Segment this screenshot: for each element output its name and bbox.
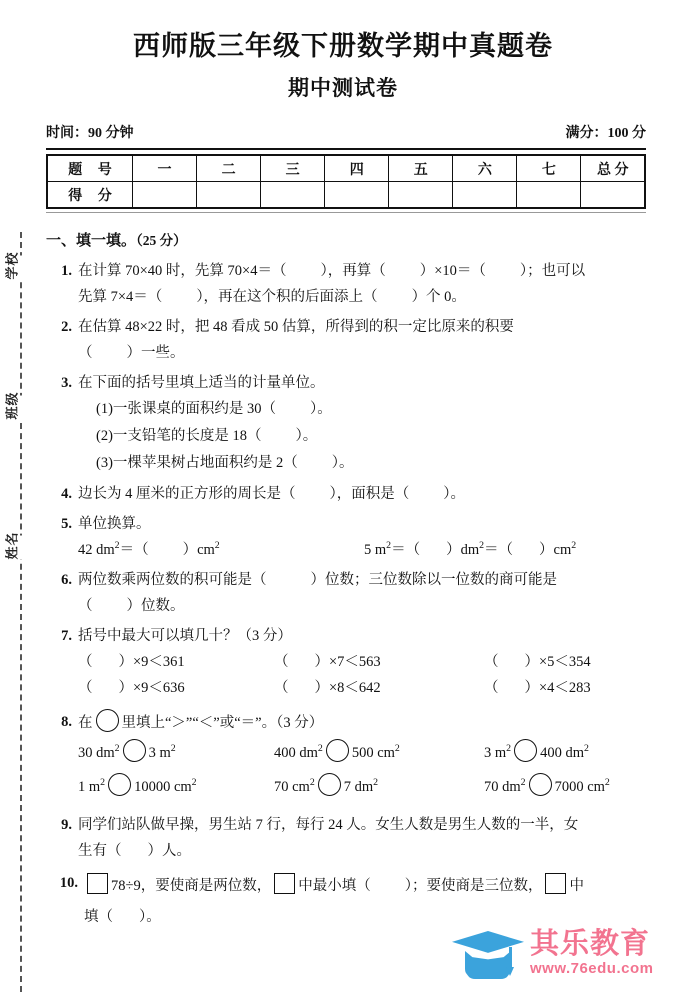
q1-seg-d: ）；也可以 xyxy=(519,263,586,279)
q8-item-3 xyxy=(484,736,650,770)
q8-item-6 xyxy=(484,770,650,804)
logo-brand-name: 其乐教育 xyxy=(530,928,651,960)
seal-text-school: 学校 xyxy=(0,256,23,280)
q5-right-sup1: 2 xyxy=(386,540,392,552)
exam-meta-row xyxy=(46,122,646,142)
q8-item-2 xyxy=(274,736,484,770)
score-table-col-7: 七 xyxy=(517,155,581,182)
score-table-col-4: 四 xyxy=(325,155,389,182)
question-8-row-2 xyxy=(78,770,650,804)
q3-sub2-a: (2)一支铅笔的长度是 18（ xyxy=(96,428,262,444)
q4-seg-a: 边长为 4 厘米的正方形的周长是（ xyxy=(78,486,296,502)
q5-conversion-right xyxy=(364,537,650,563)
question-1-line-2 xyxy=(78,284,650,310)
q6-seg-b: ）位数；三位数除以一位数的商可能是 xyxy=(310,572,557,588)
score-cell-2[interactable] xyxy=(197,182,261,209)
q8-left-5: 70 cm xyxy=(274,779,310,795)
exam-duration: 时间：90 分钟 xyxy=(46,126,134,141)
logo-text-block xyxy=(530,928,653,978)
q7-item-3 xyxy=(484,649,650,675)
compare-circle-icon[interactable] xyxy=(529,773,552,796)
q8-sup-5a: 2 xyxy=(309,777,315,789)
question-9-number: 9. xyxy=(61,817,72,833)
q8-sup-4a: 2 xyxy=(100,777,106,789)
q8-sup-3a: 2 xyxy=(506,743,512,755)
q5-right-a: 5 m xyxy=(364,542,387,558)
q8-sup-3b: 2 xyxy=(583,743,589,755)
q3-sub1-a: (1)一张课桌的面积约是 30（ xyxy=(96,401,277,417)
question-5-number: 5. xyxy=(61,516,72,532)
q7-paren-6: （ xyxy=(484,680,499,696)
q8-sup-6a: 2 xyxy=(520,777,526,789)
q7-item-6 xyxy=(484,675,650,701)
q6-seg-a: 两位数乘两位数的积可能是（ xyxy=(78,572,267,588)
question-4-line-1 xyxy=(78,481,650,507)
cap-base-shape xyxy=(465,951,511,979)
q10-seg-f: ）。 xyxy=(139,909,161,925)
question-10-number: 10. xyxy=(59,875,78,891)
question-4 xyxy=(46,481,650,507)
q8-seg-a: 在 xyxy=(78,715,93,731)
question-2-number: 2. xyxy=(61,319,72,335)
score-table-head-question: 题 号 xyxy=(47,155,133,182)
score-cell-6[interactable] xyxy=(453,182,517,209)
blank-box-icon[interactable] xyxy=(274,873,295,894)
q8-right-2: 500 cm xyxy=(351,745,395,761)
site-logo xyxy=(452,916,680,990)
q8-right-6: 7000 cm xyxy=(554,779,605,795)
q7-expr-3: ）×5＜354 xyxy=(524,654,591,670)
question-3-number: 3. xyxy=(61,375,72,391)
q8-item-5 xyxy=(274,770,484,804)
q7-paren-1: （ xyxy=(78,654,93,670)
blank-box-icon[interactable] xyxy=(87,873,108,894)
q8-seg-b: 里填上“＞”“＜”或“＝”。（3 分） xyxy=(121,715,324,731)
score-table-col-5: 五 xyxy=(389,155,453,182)
question-7-number: 7. xyxy=(61,628,72,644)
section-heading-label: 一、填一填。 xyxy=(46,233,137,249)
q8-sup-1b: 2 xyxy=(170,743,176,755)
compare-circle-icon[interactable] xyxy=(108,773,131,796)
q8-left-6: 70 dm xyxy=(484,779,521,795)
q8-sup-2a: 2 xyxy=(317,743,323,755)
q4-seg-b: ），面积是（ xyxy=(329,486,410,502)
q7-item-2 xyxy=(274,649,484,675)
q3-sub1-b: ）。 xyxy=(310,401,332,417)
question-3-sub-2 xyxy=(78,423,650,450)
question-3-sub-1 xyxy=(78,396,650,423)
q8-sup-2b: 2 xyxy=(394,743,400,755)
sealing-dashed-line xyxy=(20,232,22,992)
exam-total-score: 满分：100 分 xyxy=(565,126,646,141)
question-6-line-1 xyxy=(78,567,650,593)
question-3-line-1: 在下面的括号里填上适当的计量单位。 xyxy=(78,375,325,391)
score-cell-total[interactable] xyxy=(581,182,645,209)
score-cell-1[interactable] xyxy=(133,182,197,209)
q5-right-sup3: 2 xyxy=(571,540,577,552)
q7-expr-6: ）×4＜283 xyxy=(524,680,591,696)
q5-left-c: ）cm xyxy=(182,542,215,558)
question-7-row-2 xyxy=(78,675,650,701)
q10-seg-e: 填（ xyxy=(84,909,113,925)
q8-right-3: 400 dm xyxy=(540,745,584,761)
question-5-conversions xyxy=(78,537,650,563)
question-6-number: 6. xyxy=(61,572,72,588)
table-row-question-numbers xyxy=(47,155,645,182)
compare-circle-icon[interactable] xyxy=(96,709,119,732)
q8-right-5: 7 dm xyxy=(343,779,374,795)
q7-paren-5: （ xyxy=(274,680,289,696)
score-table-col-6: 六 xyxy=(453,155,517,182)
q3-sub3-b: ）。 xyxy=(331,455,354,471)
score-table-col-2: 二 xyxy=(197,155,261,182)
q10-seg-d: 中 xyxy=(569,878,584,894)
question-6-line-2 xyxy=(78,593,650,619)
score-cell-5[interactable] xyxy=(389,182,453,209)
seal-text-name: 姓名 xyxy=(0,536,23,560)
cap-tassel-shape xyxy=(509,947,512,969)
table-row-scores xyxy=(47,182,645,209)
question-9-line-2 xyxy=(78,838,650,864)
q3-sub3-a: (3)一棵苹果树占地面积约是 2（ xyxy=(96,455,298,471)
q8-item-4 xyxy=(78,770,274,804)
q1-seg-f: ），再在这个积的后面添上（ xyxy=(196,289,378,305)
header-divider xyxy=(46,148,646,150)
question-3 xyxy=(46,370,650,477)
question-8 xyxy=(46,709,650,804)
exam-content xyxy=(46,228,650,932)
question-5 xyxy=(46,511,650,563)
score-cell-7[interactable] xyxy=(517,182,581,209)
q8-sup-6b: 2 xyxy=(604,777,610,789)
question-2-line-2 xyxy=(78,340,650,366)
logo-website-url: www.76edu.com xyxy=(530,960,654,977)
q7-expr-5: ）×8＜642 xyxy=(314,680,381,696)
question-8-line-1 xyxy=(78,709,650,736)
score-table-col-1: 一 xyxy=(133,155,197,182)
compare-circle-icon[interactable] xyxy=(514,739,537,762)
q1-seg-e: 先算 7×4＝（ xyxy=(78,289,163,305)
q7-paren-3: （ xyxy=(484,654,499,670)
score-table xyxy=(46,154,646,209)
q5-right-c: ）dm xyxy=(446,542,480,558)
q5-left-sup1: 2 xyxy=(114,540,120,552)
question-7-line-1: 括号中最大可以填几十？（3 分） xyxy=(78,628,292,644)
q8-left-3: 3 m xyxy=(484,745,507,761)
question-3-sub-3 xyxy=(78,450,650,477)
blank-box-icon[interactable] xyxy=(545,873,566,894)
q7-paren-4: （ xyxy=(78,680,93,696)
q5-left-a: 42 dm xyxy=(78,542,115,558)
graduation-cap-icon xyxy=(452,923,524,983)
question-1-line-1 xyxy=(78,258,650,284)
q10-seg-c: ）；要使商是三位数， xyxy=(404,878,543,894)
q8-sup-4b: 2 xyxy=(191,777,197,789)
q8-item-1 xyxy=(78,736,274,770)
question-5-line-1: 单位换算。 xyxy=(78,516,151,532)
sealing-margin xyxy=(0,0,42,992)
q7-expr-1: ）×9＜361 xyxy=(118,654,185,670)
q5-right-e: ）cm xyxy=(539,542,572,558)
q5-left-b: ＝（ xyxy=(119,542,149,558)
question-9 xyxy=(46,812,650,864)
question-8-number: 8. xyxy=(61,714,72,730)
page-subtitle: 期中测试卷 xyxy=(288,76,398,100)
q7-expr-4: ）×9＜636 xyxy=(118,680,185,696)
section-points: （25 分） xyxy=(136,233,187,248)
q5-left-sup2: 2 xyxy=(214,540,220,552)
cap-top-shape xyxy=(452,931,524,957)
seal-text-class: 班级 xyxy=(0,396,23,420)
page-title: 西师版三年级下册数学期中真题卷 xyxy=(133,31,553,61)
q7-expr-2: ）×7＜563 xyxy=(314,654,381,670)
q1-seg-b: ），再算（ xyxy=(320,263,386,279)
q8-sup-1a: 2 xyxy=(114,743,120,755)
q5-right-b: ＝（ xyxy=(391,542,421,558)
q9-seg-b: ）人。 xyxy=(147,843,191,859)
q1-seg-g: ）个 0。 xyxy=(411,289,466,305)
q10-seg-b: 中最小填（ xyxy=(298,878,371,894)
question-7 xyxy=(46,623,650,701)
question-7-row-1 xyxy=(78,649,650,675)
q10-seg-a: 78÷9，要使商是两位数， xyxy=(111,878,272,894)
q5-conversion-left xyxy=(78,537,364,563)
score-cell-4[interactable] xyxy=(325,182,389,209)
question-2 xyxy=(46,314,650,366)
question-9-line-1: 同学们站队做早操，男生站 7 行，每行 24 人。女生人数是男生人数的一半，女 xyxy=(78,817,579,833)
q1-seg-a: 在计算 70×40 时，先算 70×4＝（ xyxy=(78,263,287,279)
q7-item-1 xyxy=(78,649,274,675)
q9-seg-a: 生有（ xyxy=(78,843,122,859)
q8-left-1: 30 dm xyxy=(78,745,115,761)
score-table-col-3: 三 xyxy=(261,155,325,182)
q7-paren-2: （ xyxy=(274,654,289,670)
q8-left-2: 400 dm xyxy=(274,745,318,761)
q7-item-4 xyxy=(78,675,274,701)
q7-item-5 xyxy=(274,675,484,701)
q8-sup-5b: 2 xyxy=(373,777,379,789)
question-8-row-1 xyxy=(78,736,650,770)
compare-circle-icon[interactable] xyxy=(123,739,146,762)
question-6 xyxy=(46,567,650,619)
question-4-number: 4. xyxy=(61,486,72,502)
q3-sub2-b: ）。 xyxy=(295,428,318,444)
question-10-line-1 xyxy=(84,870,650,902)
q6-seg-d: ）位数。 xyxy=(126,598,185,614)
q6-seg-c: （ xyxy=(78,598,93,614)
question-2-line-1: 在估算 48×22 时，把 48 看成 50 估算，所得到的积一定比原来的积要 xyxy=(78,319,514,335)
q2-seg-b: ）一些。 xyxy=(126,345,185,361)
q2-seg-a: （ xyxy=(78,345,93,361)
q5-right-sup2: 2 xyxy=(479,540,485,552)
score-cell-3[interactable] xyxy=(261,182,325,209)
question-1-number: 1. xyxy=(61,263,72,279)
score-table-col-total: 总 分 xyxy=(581,155,645,182)
question-1 xyxy=(46,258,650,310)
score-table-underline xyxy=(46,212,646,213)
section-heading-fill-in xyxy=(46,228,650,254)
q8-right-4: 10000 cm xyxy=(134,779,192,795)
compare-circle-icon[interactable] xyxy=(326,739,349,762)
q1-seg-c: ）×10＝（ xyxy=(419,263,486,279)
score-table-head-score: 得 分 xyxy=(47,182,133,209)
q8-right-1: 3 m xyxy=(148,745,171,761)
q4-seg-c: ）。 xyxy=(443,486,465,502)
q5-right-d: ＝（ xyxy=(484,542,514,558)
compare-circle-icon[interactable] xyxy=(318,773,341,796)
q8-left-4: 1 m xyxy=(78,779,101,795)
